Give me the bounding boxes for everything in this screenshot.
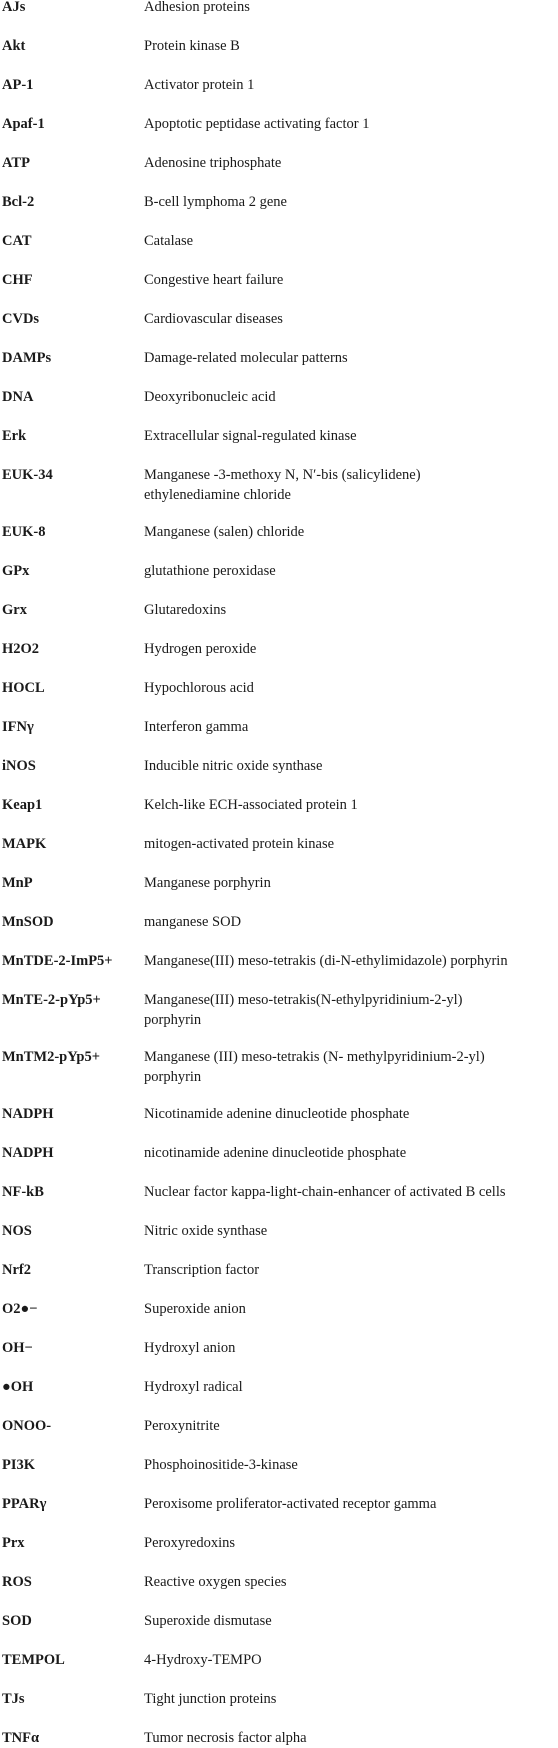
abbreviation-term: Nrf2 bbox=[2, 1262, 31, 1278]
definition-line: porphyrin bbox=[144, 1069, 202, 1085]
abbreviation-term: ONOO- bbox=[2, 1418, 52, 1434]
definition-line: 4-Hydroxy-TEMPO bbox=[144, 1652, 262, 1668]
abbreviation-definition bbox=[144, 1104, 558, 1124]
abbreviation-term: iNOS bbox=[2, 758, 36, 774]
abbreviation-definition bbox=[144, 114, 558, 134]
abbreviation-definition bbox=[144, 0, 558, 17]
abbreviation-definition bbox=[144, 873, 558, 893]
abbreviation-definition bbox=[144, 561, 558, 581]
abbreviation-term: NOS bbox=[2, 1223, 32, 1239]
definition-line: Activator protein 1 bbox=[144, 77, 255, 93]
abbreviation-definition bbox=[144, 756, 558, 776]
definition-line: Manganese(III) meso-tetrakis (di-N-ethylimidazole) porphyrin bbox=[144, 953, 508, 969]
abbreviation-term: SOD bbox=[2, 1613, 32, 1629]
abbreviation-term: DNA bbox=[2, 389, 34, 405]
definition-line: ethylenediamine chloride bbox=[144, 487, 291, 503]
abbreviation-definition bbox=[144, 153, 558, 173]
abbreviation-term: Prx bbox=[2, 1535, 25, 1551]
definition-line: Tight junction proteins bbox=[144, 1691, 277, 1707]
abbreviation-term: Apaf-1 bbox=[2, 116, 45, 132]
definition-line: Deoxyribonucleic acid bbox=[144, 389, 276, 405]
abbreviation-term: CHF bbox=[2, 272, 33, 288]
definition-line: Extracellular signal-regulated kinase bbox=[144, 428, 357, 444]
definition-line: Cardiovascular diseases bbox=[144, 311, 283, 327]
abbreviation-term: ●OH bbox=[2, 1379, 34, 1395]
abbreviation-definition bbox=[144, 795, 558, 815]
definition-line: Kelch-like ECH-associated protein 1 bbox=[144, 797, 358, 813]
definition-line: Nuclear factor kappa-light-chain-enhancer of activated B cells bbox=[144, 1184, 506, 1200]
abbreviation-definition bbox=[144, 309, 558, 329]
abbreviation-term: O2●− bbox=[2, 1301, 38, 1317]
abbreviation-definition bbox=[144, 1377, 558, 1397]
definition-line: Adenosine triphosphate bbox=[144, 155, 282, 171]
abbreviation-definition bbox=[144, 1299, 558, 1319]
definition-line: Adhesion proteins bbox=[144, 0, 250, 15]
abbreviation-term: Akt bbox=[2, 38, 26, 54]
definition-line: Peroxyredoxins bbox=[144, 1535, 236, 1551]
abbreviation-definition bbox=[144, 1728, 558, 1748]
abbreviation-definition bbox=[144, 1182, 558, 1202]
abbreviation-term: AP-1 bbox=[2, 77, 34, 93]
abbreviation-term: Keap1 bbox=[2, 797, 43, 813]
abbreviation-term: Bcl-2 bbox=[2, 194, 35, 210]
abbreviation-definition bbox=[144, 1533, 558, 1553]
definition-line: Nicotinamide adenine dinucleotide phosphate bbox=[144, 1106, 410, 1122]
abbreviation-definition bbox=[144, 1338, 558, 1358]
abbreviation-definition bbox=[144, 426, 558, 446]
abbreviation-definition bbox=[144, 270, 558, 290]
abbreviation-term: OH− bbox=[2, 1340, 33, 1356]
definition-line: Reactive oxygen species bbox=[144, 1574, 287, 1590]
abbreviation-definition bbox=[144, 75, 558, 95]
abbreviation-definition bbox=[144, 1455, 558, 1475]
abbreviation-term: TNFα bbox=[2, 1730, 40, 1746]
abbreviation-term: MnSOD bbox=[2, 914, 54, 930]
definition-line: Peroxisome proliferator-activated receptor gamma bbox=[144, 1496, 437, 1512]
abbreviation-definition bbox=[144, 1494, 558, 1514]
abbreviation-term: NF-kB bbox=[2, 1184, 44, 1200]
abbreviation-definition bbox=[144, 1221, 558, 1241]
abbreviation-term: IFNγ bbox=[2, 719, 34, 735]
definition-line: manganese SOD bbox=[144, 914, 242, 930]
abbreviation-term: CVDs bbox=[2, 311, 40, 327]
abbreviation-definition bbox=[144, 1416, 558, 1436]
abbreviation-term: H2O2 bbox=[2, 641, 40, 657]
abbreviation-definition bbox=[144, 348, 558, 368]
abbreviation-term: EUK-34 bbox=[2, 467, 53, 483]
definition-line: Glutaredoxins bbox=[144, 602, 227, 618]
definition-line: Tumor necrosis factor alpha bbox=[144, 1730, 307, 1746]
abbreviation-term: Grx bbox=[2, 602, 27, 618]
definition-line: mitogen-activated protein kinase bbox=[144, 836, 335, 852]
abbreviation-definition bbox=[144, 990, 558, 1030]
abbreviation-definition bbox=[144, 1572, 558, 1592]
definition-line: Manganese (III) meso-tetrakis (N- methylpyridinium-2-yl) bbox=[144, 1049, 485, 1065]
abbreviation-definition bbox=[144, 678, 558, 698]
abbreviation-term: MnTE-2-pYp5+ bbox=[2, 992, 101, 1008]
definition-line: Manganese porphyrin bbox=[144, 875, 271, 891]
definition-line: Hydrogen peroxide bbox=[144, 641, 257, 657]
abbreviation-definition bbox=[144, 231, 558, 251]
abbreviation-definition bbox=[144, 522, 558, 542]
definition-line: Interferon gamma bbox=[144, 719, 249, 735]
abbreviation-definition bbox=[144, 717, 558, 737]
abbreviation-term: HOCL bbox=[2, 680, 45, 696]
definition-line: Damage-related molecular patterns bbox=[144, 350, 348, 366]
abbreviation-term: AJs bbox=[2, 0, 26, 15]
abbreviation-term: EUK-8 bbox=[2, 524, 46, 540]
abbreviation-definition bbox=[144, 387, 558, 407]
abbreviation-term: CAT bbox=[2, 233, 32, 249]
definition-line: Manganese (salen) chloride bbox=[144, 524, 305, 540]
definition-line: porphyrin bbox=[144, 1012, 202, 1028]
abbreviation-term: MnP bbox=[2, 875, 33, 891]
definition-line: Superoxide anion bbox=[144, 1301, 246, 1317]
abbreviation-term: MAPK bbox=[2, 836, 47, 852]
definition-line: Hypochlorous acid bbox=[144, 680, 254, 696]
abbreviation-term: MnTM2-pYp5+ bbox=[2, 1049, 100, 1065]
abbreviation-definition bbox=[144, 192, 558, 212]
abbreviation-definition bbox=[144, 834, 558, 854]
abbreviation-term: ATP bbox=[2, 155, 30, 171]
abbreviation-definition bbox=[144, 639, 558, 659]
abbreviation-term: MnTDE-2-ImP5+ bbox=[2, 953, 113, 969]
definition-line: Peroxynitrite bbox=[144, 1418, 220, 1434]
abbreviation-term: NADPH bbox=[2, 1145, 54, 1161]
abbreviation-definition bbox=[144, 1650, 558, 1670]
abbreviation-term: Erk bbox=[2, 428, 27, 444]
definition-line: Hydroxyl anion bbox=[144, 1340, 236, 1356]
abbreviation-term: GPx bbox=[2, 563, 30, 579]
abbreviation-term: DAMPs bbox=[2, 350, 52, 366]
abbreviation-definition bbox=[144, 1689, 558, 1709]
definition-line: Congestive heart failure bbox=[144, 272, 284, 288]
definition-line: Hydroxyl radical bbox=[144, 1379, 243, 1395]
abbreviation-term: NADPH bbox=[2, 1106, 54, 1122]
abbreviation-term: PI3K bbox=[2, 1457, 36, 1473]
abbreviation-definition bbox=[144, 36, 558, 56]
abbreviation-definition bbox=[144, 465, 558, 505]
abbreviation-definition bbox=[144, 600, 558, 620]
definition-line: Manganese(III) meso-tetrakis(N-ethylpyridinium-2-yl) bbox=[144, 992, 463, 1008]
definition-line: nicotinamide adenine dinucleotide phosphate bbox=[144, 1145, 407, 1161]
abbreviation-definition bbox=[144, 1047, 558, 1087]
definition-line: Manganese -3-methoxy N, N′-bis (salicylidene) bbox=[144, 467, 421, 483]
definition-line: Apoptotic peptidase activating factor 1 bbox=[144, 116, 370, 132]
abbreviation-definition bbox=[144, 1143, 558, 1163]
definition-line: Phosphoinositide-3-kinase bbox=[144, 1457, 298, 1473]
definition-line: Superoxide dismutase bbox=[144, 1613, 272, 1629]
definition-line: glutathione peroxidase bbox=[144, 563, 276, 579]
definition-line: B-cell lymphoma 2 gene bbox=[144, 194, 287, 210]
definition-line: Protein kinase B bbox=[144, 38, 240, 54]
abbreviation-definition bbox=[144, 1611, 558, 1631]
abbreviation-definition bbox=[144, 951, 558, 971]
abbreviation-term: PPARγ bbox=[2, 1496, 47, 1512]
abbreviation-definition bbox=[144, 1260, 558, 1280]
definition-line: Inducible nitric oxide synthase bbox=[144, 758, 323, 774]
definition-line: Nitric oxide synthase bbox=[144, 1223, 268, 1239]
abbreviation-definition bbox=[144, 912, 558, 932]
abbreviation-term: ROS bbox=[2, 1574, 32, 1590]
abbreviation-term: TJs bbox=[2, 1691, 25, 1707]
abbreviation-term: TEMPOL bbox=[2, 1652, 65, 1668]
definition-line: Catalase bbox=[144, 233, 194, 249]
definition-line: Transcription factor bbox=[144, 1262, 260, 1278]
